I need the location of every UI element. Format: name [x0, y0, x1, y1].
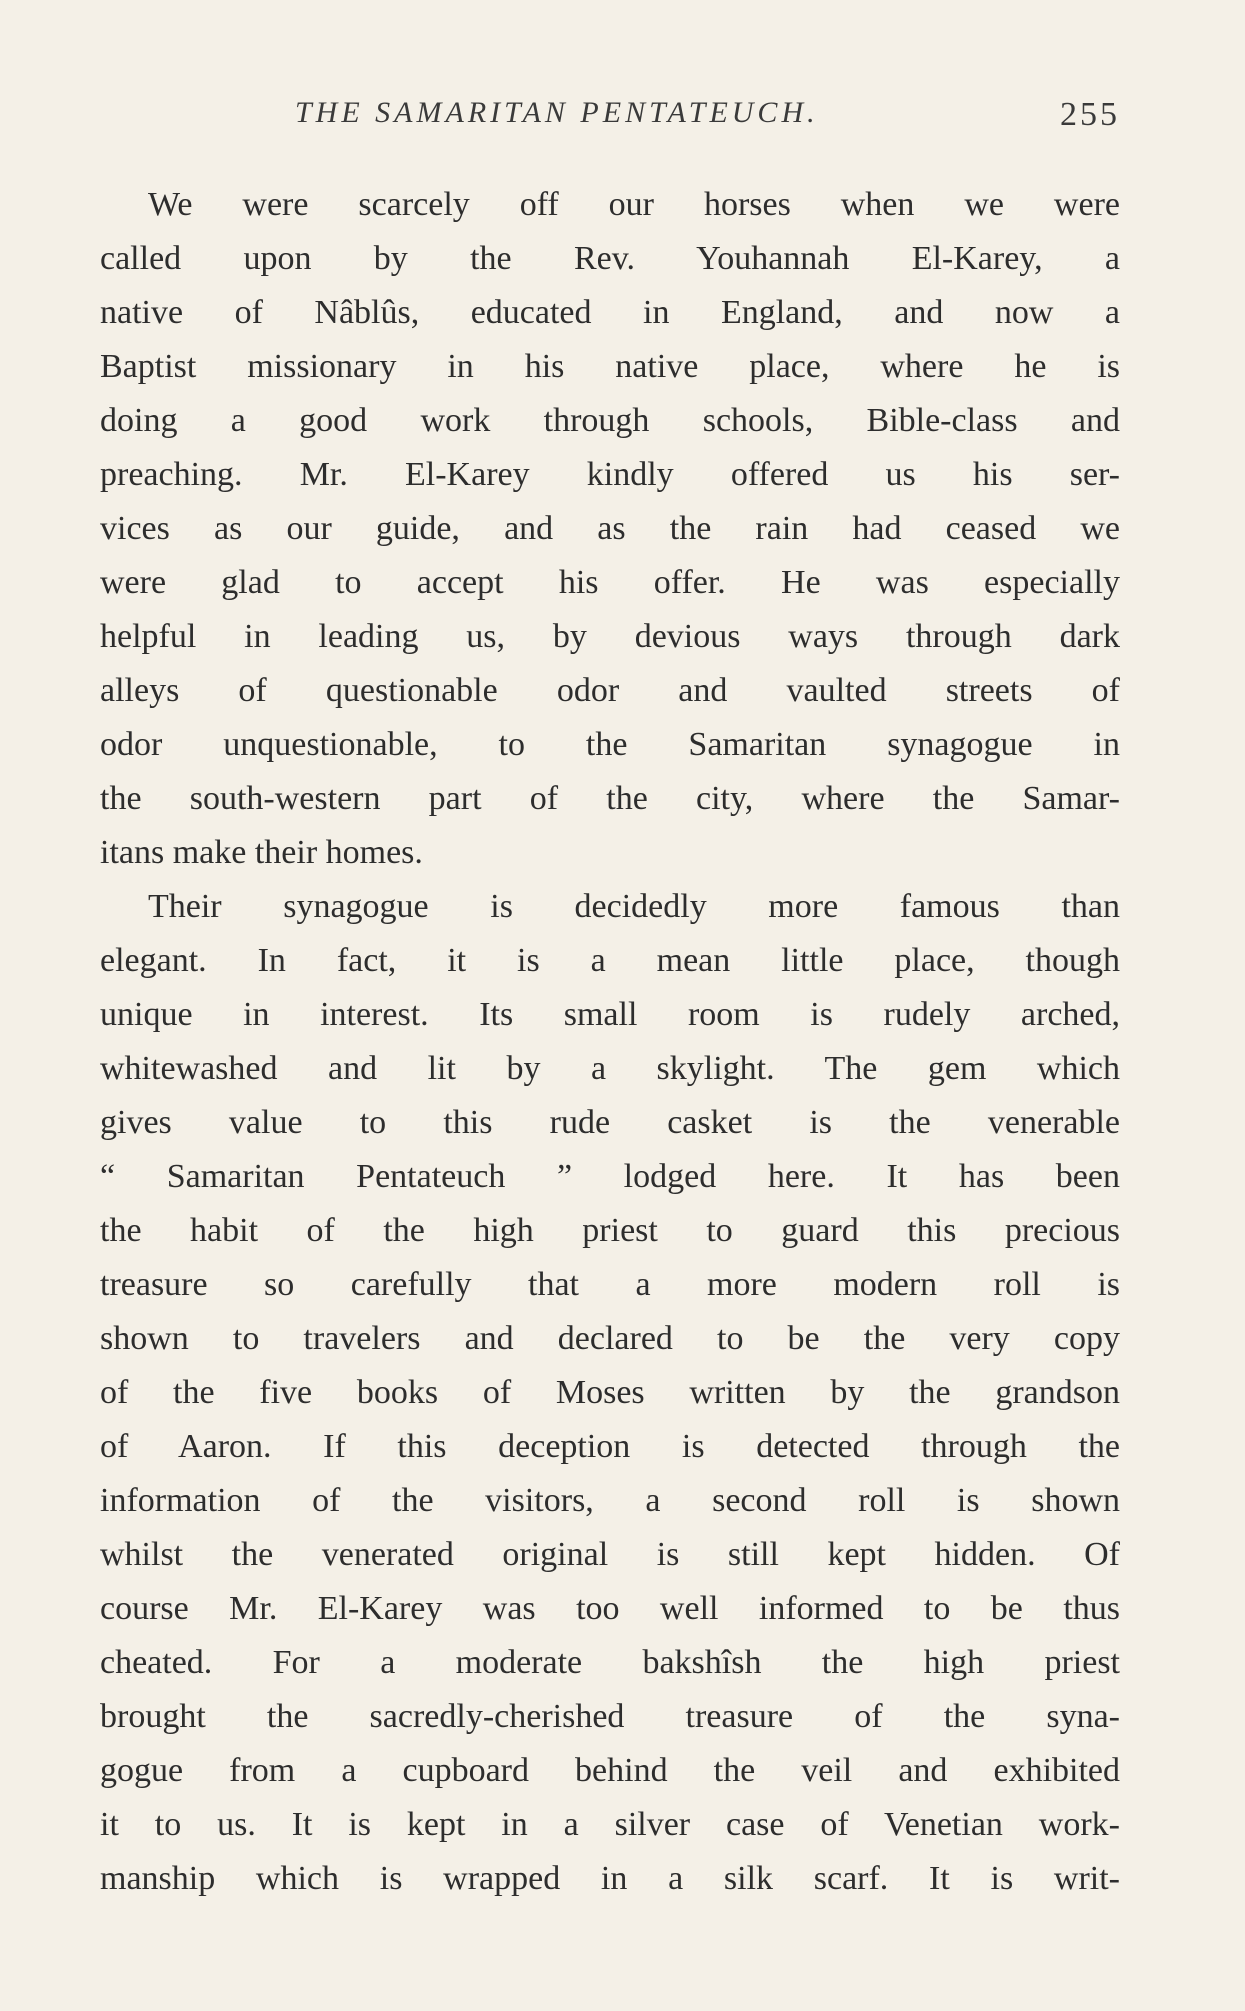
page-header: [100, 96, 1120, 146]
text-line: treasure so carefully that a more modern roll is: [100, 1266, 1120, 1303]
text-line: were glad to accept his offer. He was especially: [100, 564, 1120, 601]
text-line: Baptist missionary in his native place, where he is: [100, 348, 1120, 385]
text-line: gogue from a cupboard behind the veil and exhibited: [100, 1752, 1120, 1789]
text-line: shown to travelers and declared to be the very copy: [100, 1320, 1120, 1357]
text-line: helpful in leading us, by devious ways through dark: [100, 618, 1120, 655]
text-line: whitewashed and lit by a skylight. The gem which: [100, 1050, 1120, 1087]
text-line: called upon by the Rev. Youhannah El-Karey, a: [100, 240, 1120, 277]
text-line: information of the visitors, a second roll is shown: [100, 1482, 1120, 1519]
text-line: preaching. Mr. El-Karey kindly offered us his ser-: [100, 456, 1120, 493]
text-line: We were scarcely off our horses when we were: [148, 186, 1120, 223]
text-line: the south-western part of the city, where the Samar-: [100, 780, 1120, 817]
text-line: it to us. It is kept in a silver case of Venetian work-: [100, 1806, 1120, 1843]
text-line: unique in interest. Its small room is rudely arched,: [100, 996, 1120, 1033]
text-line: manship which is wrapped in a silk scarf. It is writ-: [100, 1860, 1120, 1897]
text-line: course Mr. El-Karey was too well informed to be thus: [100, 1590, 1120, 1627]
page-number: 255: [1060, 96, 1120, 133]
text-line: whilst the venerated original is still kept hidden. Of: [100, 1536, 1120, 1573]
body-text: [100, 178, 1120, 1906]
text-line: “ Samaritan Pentateuch ” lodged here. It has been: [100, 1158, 1120, 1195]
text-line: vices as our guide, and as the rain had ceased we: [100, 510, 1120, 547]
text-line: brought the sacredly-cherished treasure of the syna-: [100, 1698, 1120, 1735]
running-title: THE SAMARITAN PENTATEUCH.: [295, 96, 819, 129]
text-line: the habit of the high priest to guard this precious: [100, 1212, 1120, 1249]
text-line: itans make their homes.: [100, 834, 423, 871]
text-line: native of Nâblûs, educated in England, and now a: [100, 294, 1120, 331]
text-line: odor unquestionable, to the Samaritan synagogue in: [100, 726, 1120, 763]
text-line: of the five books of Moses written by the grandson: [100, 1374, 1120, 1411]
text-line: alleys of questionable odor and vaulted streets of: [100, 672, 1120, 709]
text-line: elegant. In fact, it is a mean little place, though: [100, 942, 1120, 979]
text-line: cheated. For a moderate bakshîsh the high priest: [100, 1644, 1120, 1681]
text-line: gives value to this rude casket is the venerable: [100, 1104, 1120, 1141]
text-line: doing a good work through schools, Bible-class and: [100, 402, 1120, 439]
text-line: of Aaron. If this deception is detected through the: [100, 1428, 1120, 1465]
text-line: Their synagogue is decidedly more famous than: [148, 888, 1120, 925]
